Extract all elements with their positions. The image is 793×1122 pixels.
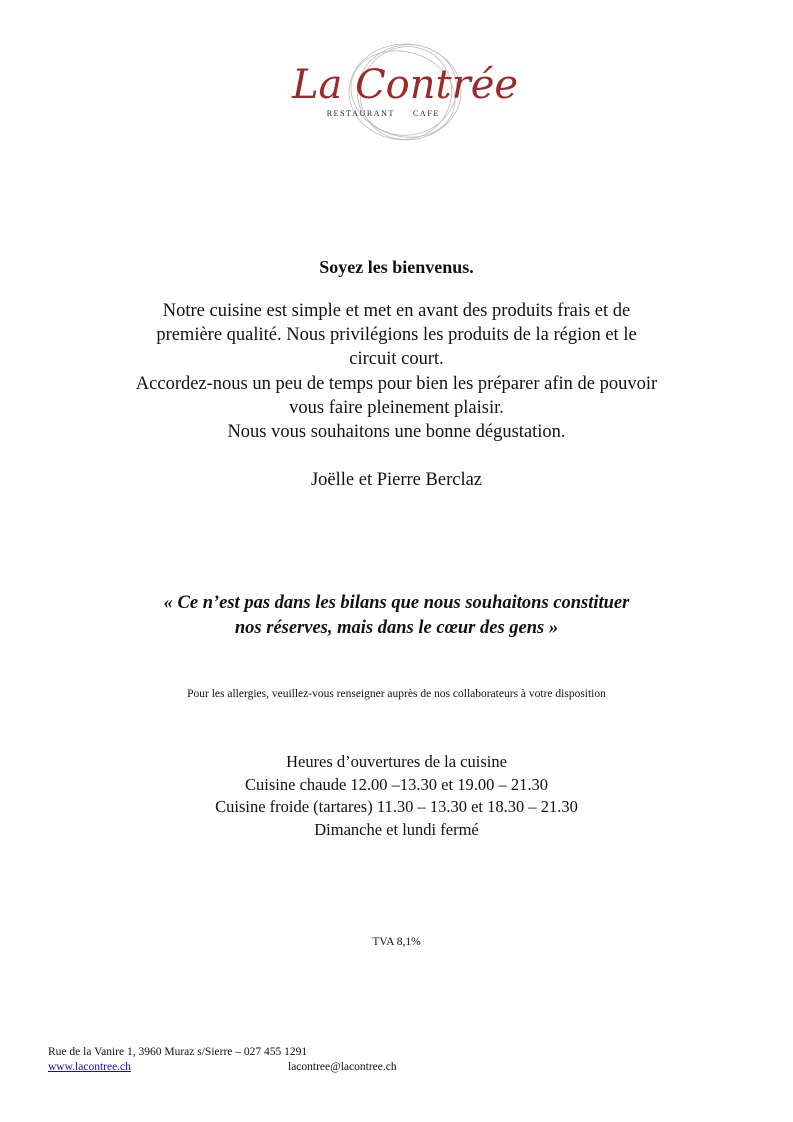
intro-line: vous faire pleinement plaisir.	[289, 397, 504, 418]
logo-name: La Contrée	[291, 62, 519, 108]
footer-contact-line	[48, 1060, 397, 1075]
logo-subtitle-cafe: CAFE	[413, 109, 440, 118]
restaurant-logo	[291, 40, 519, 145]
intro-line: circuit court.	[349, 349, 444, 370]
logo-graphic	[291, 40, 519, 145]
footer	[48, 1045, 397, 1075]
allergy-note: Pour les allergies, veuillez-vous renseigner auprès de nos collaborateurs à votre disposition	[187, 688, 606, 700]
signature: Joëlle et Pierre Berclaz	[310, 470, 483, 490]
quote-line: « Ce n’est pas dans les bilans que nous souhaitons constituer	[163, 593, 630, 613]
intro-line: Notre cuisine est simple et met en avant des produits frais et de	[162, 301, 631, 321]
intro-line: Nous vous souhaitons une bonne dégustation.	[227, 422, 566, 443]
hours-title: Heures d’ouvertures de la cuisine	[286, 752, 507, 771]
hours-hot-kitchen: Cuisine chaude 12.00 –13.30 et 19.00 – 21.30	[245, 774, 548, 794]
footer-address: Rue de la Vanire 1, 3960 Muraz s/Sierre – 027 455 1291	[48, 1046, 308, 1058]
intro-paragraph	[0, 299, 793, 444]
vat-note: TVA 8,1%	[372, 936, 421, 948]
quote	[0, 591, 793, 640]
email-address[interactable]: lacontree@lacontree.ch	[288, 1061, 397, 1073]
kitchen-hours	[0, 751, 793, 841]
hours-cold-kitchen: Cuisine froide (tartares) 11.30 – 13.30 et 18.30 – 21.30	[215, 797, 578, 816]
intro-line: première qualité. Nous privilégions les produits de la région et le	[156, 325, 637, 346]
intro-line: Accordez-nous un peu de temps pour bien les préparer afin de pouvoir	[135, 373, 658, 394]
website-link[interactable]: www.lacontree.ch	[48, 1061, 131, 1073]
welcome-title: Soyez les bienvenus.	[319, 257, 474, 277]
quote-line: nos réserves, mais dans le cœur des gens »	[234, 617, 559, 638]
hours-closed-days: Dimanche et lundi fermé	[314, 819, 479, 839]
logo-subtitle-restaurant: RESTAURANT	[326, 109, 395, 118]
